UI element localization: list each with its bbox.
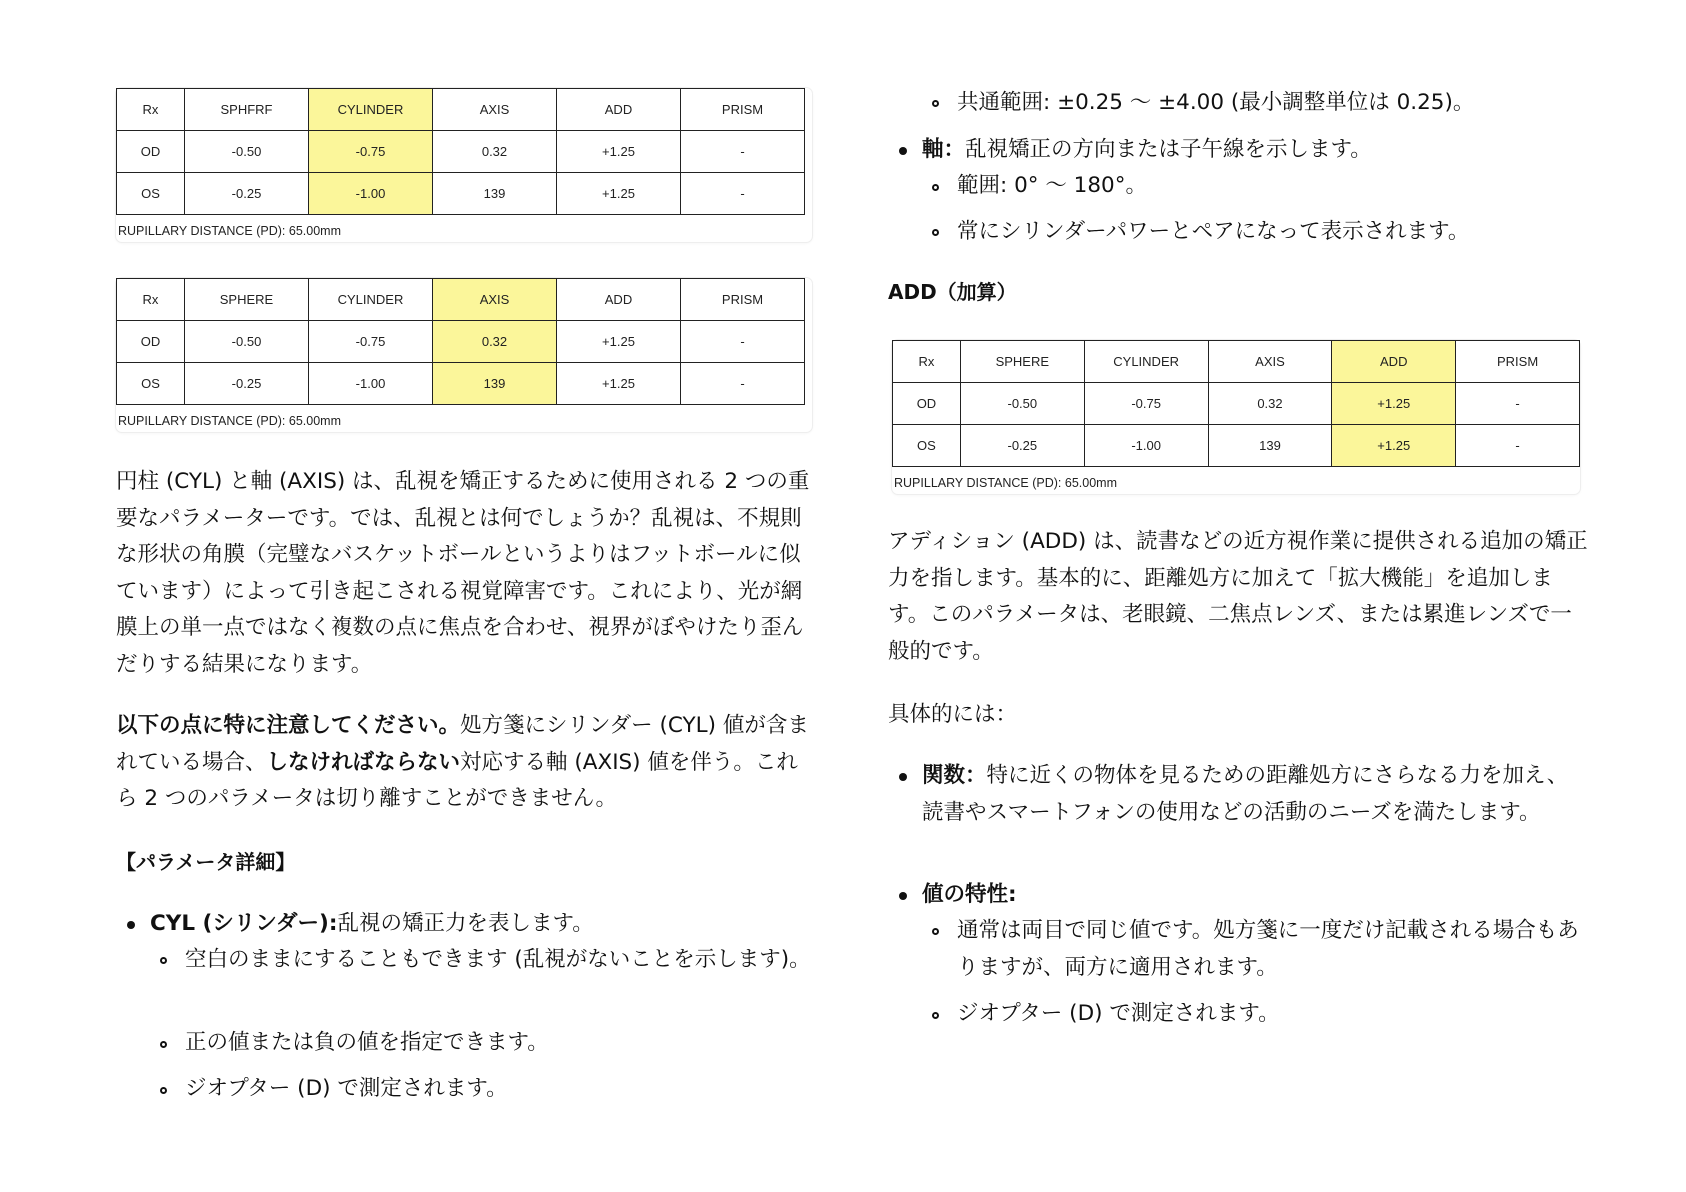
cell-add: +1.25 (557, 321, 681, 363)
sub-bullet-icon (932, 229, 939, 236)
cell-add: +1.25 (557, 131, 681, 173)
function-text: 特に近くの物体を見るための距離処方にさらなる力を加え、読書やスマートフォンの使用などの活動のニーズを満たします。 (922, 763, 1569, 825)
header-sphere: SPHFRF (185, 89, 309, 131)
sub-bullet-icon (932, 1012, 939, 1019)
axis-item (922, 132, 1582, 169)
cell-prism: - (681, 321, 805, 363)
pd-caption: RUPILLARY DISTANCE (PD): 65.00mm (118, 414, 341, 428)
sub-bullet-icon (932, 100, 939, 107)
attention-text-1: 処方箋にシリンダー (CYL) 値が含まれている場合、 (116, 713, 809, 775)
cell-axis: 0.32 (433, 321, 557, 363)
add-heading: ADD（加算） (888, 280, 1017, 304)
cell-eye: OD (117, 131, 185, 173)
table-row (117, 279, 805, 321)
table-row (117, 321, 805, 363)
cell-prism: - (681, 363, 805, 405)
cell-prism: - (1456, 425, 1580, 467)
cell-prism: - (1456, 383, 1580, 425)
cell-add: +1.25 (1332, 383, 1456, 425)
function-item (922, 758, 1586, 831)
cyl-sub-item: ジオプター (D) で測定されます。 (185, 1076, 508, 1101)
bullet-icon (899, 773, 907, 781)
header-add: ADD (557, 279, 681, 321)
cyl-label: CYL (シリンダー): (150, 911, 338, 936)
cell-axis: 139 (1208, 425, 1332, 467)
attention-text-2: 対応する軸 (AXIS) 値を伴う。これら 2 つのパラメータは切り離すことができません。 (116, 749, 798, 811)
cell-cylinder: -0.75 (309, 131, 433, 173)
header-cylinder: CYLINDER (309, 279, 433, 321)
attention-bold: 以下の点に特に注意してください。 (116, 713, 461, 738)
header-rx: Rx (893, 341, 961, 383)
value-sub-item: ジオプター (D) で測定されます。 (957, 1001, 1280, 1026)
function-label: 関数： (922, 763, 987, 788)
header-cylinder: CYLINDER (309, 89, 433, 131)
parameter-detail-heading: 【パラメータ詳細】 (116, 850, 296, 874)
header-prism: PRISM (1456, 341, 1580, 383)
header-sphere: SPHERE (185, 279, 309, 321)
cell-axis: 0.32 (1208, 383, 1332, 425)
cell-cylinder: -1.00 (309, 173, 433, 215)
cell-cylinder: -1.00 (1084, 425, 1208, 467)
rx-table-add (892, 340, 1580, 494)
table-row (893, 341, 1580, 383)
cyl-sub-item: 正の値または負の値を指定できます。 (185, 1030, 549, 1055)
cyl-sub-item: 空白のままにすることもできます (乱視がないことを示します)。 (185, 947, 811, 972)
axis-sub-item: 範囲: 0° 〜 180°。 (957, 173, 1147, 198)
header-prism: PRISM (681, 279, 805, 321)
cell-axis: 139 (433, 173, 557, 215)
bullet-icon (127, 921, 135, 929)
pd-caption: RUPILLARY DISTANCE (PD): 65.00mm (894, 476, 1117, 490)
cell-cylinder: -1.00 (309, 363, 433, 405)
table-row (117, 131, 805, 173)
cell-eye: OS (893, 425, 961, 467)
rx-table (116, 88, 805, 215)
table-row (117, 89, 805, 131)
bullet-icon (899, 147, 907, 155)
header-rx: Rx (117, 279, 185, 321)
header-sphere: SPHERE (960, 341, 1084, 383)
cell-eye: OS (117, 173, 185, 215)
cell-add: +1.25 (1332, 425, 1456, 467)
header-prism: PRISM (681, 89, 805, 131)
sub-bullet-icon (932, 928, 939, 935)
range-common: 共通範囲: ±0.25 〜 ±4.00 (最小調整単位は 0.25)。 (957, 90, 1475, 115)
header-add: ADD (1332, 341, 1456, 383)
rx-table-axis (116, 278, 812, 432)
cyl-text: 乱視の矯正力を表します。 (337, 911, 594, 936)
cell-prism: - (681, 131, 805, 173)
axis-sub-item: 常にシリンダーパワーとペアになって表示されます。 (957, 219, 1470, 244)
cell-cylinder: -0.75 (1084, 383, 1208, 425)
cell-eye: OD (117, 321, 185, 363)
cell-sphere: -0.50 (960, 383, 1084, 425)
table-row (117, 363, 805, 405)
cyl-item (150, 906, 810, 943)
astigmatism-paragraph: 円柱 (CYL) と軸 (AXIS) は、乱視を矯正するために使用される 2 つの重要なパラメーターです。では、乱視とは何でしょうか？乱視は、不規則な形状の角膜（完璧なバスケットボールというよりはフットボールに似ています）によって引き起こされる視覚障害です。これにより、光が網膜上の単一点ではなく複数の点に焦点を合わせ、視界がぼやけたり歪んだりする結果になります。 (116, 469, 810, 677)
header-cylinder: CYLINDER (1084, 341, 1208, 383)
specific-label: 具体的には： (888, 702, 1018, 727)
table-row (893, 425, 1580, 467)
header-add: ADD (557, 89, 681, 131)
add-paragraph: アディション (ADD) は、読書などの近方視作業に提供される追加の矯正力を指します。基本的に、距離処方に加えて「拡大機能」を追加します。このパラメータは、老眼鏡、二焦点レンズ、または累進レンズで一般的です。 (888, 529, 1588, 664)
pd-caption: RUPILLARY DISTANCE (PD): 65.00mm (118, 224, 341, 238)
cell-sphere: -0.25 (185, 363, 309, 405)
must-bold: しなければならない (266, 749, 461, 775)
attention-paragraph (116, 708, 816, 818)
value-sub-item: 通常は両目で同じ値です。処方箋に一度だけ記載される場合もありますが、両方に適用されます。 (957, 918, 1579, 980)
header-axis: AXIS (1208, 341, 1332, 383)
cell-sphere: -0.25 (185, 173, 309, 215)
cell-add: +1.25 (557, 363, 681, 405)
sub-bullet-icon (160, 1041, 167, 1048)
cell-axis: 0.32 (433, 131, 557, 173)
cell-sphere: -0.50 (185, 131, 309, 173)
cell-prism: - (681, 173, 805, 215)
cell-add: +1.25 (557, 173, 681, 215)
header-axis: AXIS (433, 279, 557, 321)
rx-table (116, 278, 805, 405)
cell-sphere: -0.25 (960, 425, 1084, 467)
rx-table (892, 340, 1580, 467)
cell-sphere: -0.50 (185, 321, 309, 363)
axis-text: 乱視矯正の方向または子午線を示します。 (965, 137, 1372, 162)
cell-axis: 139 (433, 363, 557, 405)
sub-bullet-icon (160, 1087, 167, 1094)
rx-table-cylinder (116, 88, 812, 242)
bullet-icon (899, 892, 907, 900)
value-label: 値の特性: (922, 882, 1017, 907)
header-rx: Rx (117, 89, 185, 131)
sub-bullet-icon (160, 957, 167, 964)
cell-cylinder: -0.75 (309, 321, 433, 363)
cell-eye: OD (893, 383, 961, 425)
sub-bullet-icon (932, 184, 939, 191)
cell-eye: OS (117, 363, 185, 405)
value-item (922, 877, 1582, 914)
table-row (117, 173, 805, 215)
header-axis: AXIS (433, 89, 557, 131)
table-row (893, 383, 1580, 425)
axis-label: 軸： (922, 137, 966, 162)
